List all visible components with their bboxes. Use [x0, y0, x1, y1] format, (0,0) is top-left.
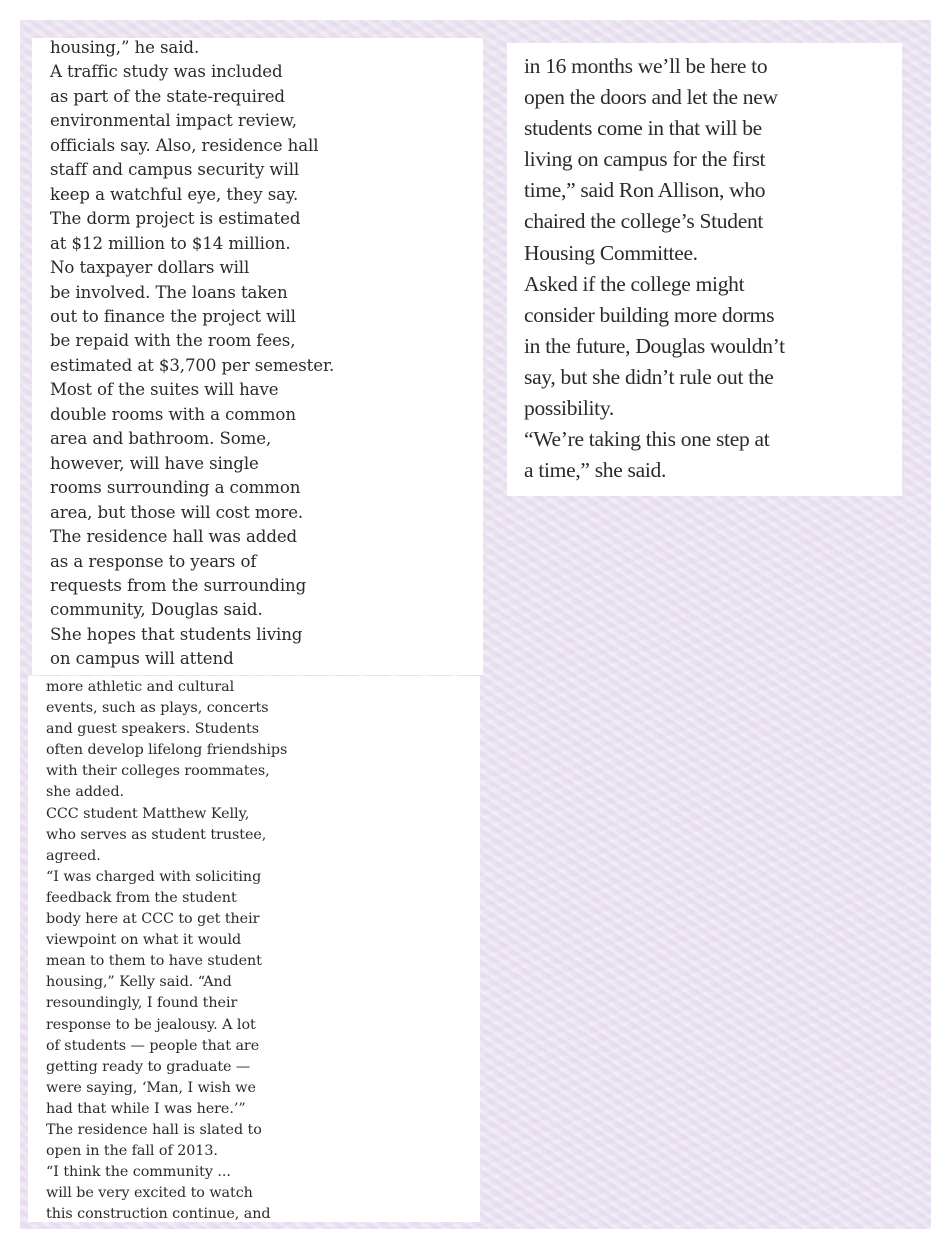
article-column-left-top: [32, 38, 483, 675]
text-line: No taxpayer dollars will: [50, 258, 250, 278]
column-text: [524, 51, 785, 486]
text-line: she added.: [46, 784, 125, 801]
text-line: officials say. Also, residence hall: [50, 135, 319, 155]
text-line: chaired the college’s Student: [524, 209, 764, 234]
text-line: area, but those will cost more.: [50, 502, 304, 522]
text-line: events, such as plays, concerts: [46, 700, 269, 717]
text-line: housing,” Kelly said. “And: [46, 974, 232, 991]
text-line: She hopes that students living: [50, 624, 303, 644]
text-line: were saying, ‘Man, I wish we: [46, 1079, 256, 1096]
text-line: The residence hall is slated to: [46, 1121, 262, 1138]
text-line: students come in that will be: [524, 116, 762, 141]
text-line: rooms surrounding a common: [50, 478, 301, 498]
text-line: agreed.: [46, 847, 101, 864]
text-line: be involved. The loans taken: [50, 282, 288, 302]
text-line: had that while I was here.’”: [46, 1100, 246, 1117]
text-line: environmental impact review,: [50, 111, 297, 131]
text-line: at $12 million to $14 million.: [50, 233, 291, 253]
text-line: as a response to years of: [50, 551, 257, 571]
text-line: community, Douglas said.: [50, 600, 263, 620]
text-line: on campus will attend: [50, 649, 234, 669]
text-line: and guest speakers. Students: [46, 721, 259, 738]
text-line: more athletic and cultural: [46, 679, 235, 695]
text-line: body here at CCC to get their: [46, 911, 260, 928]
text-line: The residence hall was added: [50, 527, 298, 547]
text-line: requests from the surrounding: [50, 575, 307, 595]
text-line: say, but she didn’t rule out the: [524, 364, 774, 389]
text-line: feedback from the student: [46, 889, 237, 906]
text-line: Most of the suites will have: [50, 380, 279, 400]
text-line: will be very excited to watch: [46, 1185, 253, 1202]
text-line: “I was charged with soliciting: [46, 868, 262, 885]
text-line: resoundingly, I found their: [46, 995, 238, 1012]
text-line: estimated at $3,700 per semester.: [50, 355, 335, 375]
text-line: A traffic study was included: [50, 62, 283, 82]
text-line: in 16 months we’ll be here to: [524, 54, 768, 78]
text-line: open the doors and let the new: [524, 85, 778, 110]
text-line: getting ready to graduate —: [46, 1058, 251, 1075]
text-line: this construction continue, and: [46, 1206, 271, 1223]
text-line: as part of the state-required: [50, 86, 285, 106]
text-line: housing,” he said.: [50, 38, 200, 57]
text-line: time,” said Ron Allison, who: [524, 178, 766, 203]
text-line: Housing Committee.: [524, 240, 698, 265]
text-line: “We’re taking this one step at: [524, 427, 770, 452]
text-line: viewpoint on what it would: [46, 932, 242, 949]
text-line: living on campus for the first: [524, 147, 766, 172]
text-line: The dorm project is estimated: [50, 209, 301, 229]
text-line: often develop lifelong friendships: [46, 742, 288, 759]
column-text: [46, 677, 287, 1225]
text-line: a time,” she said.: [524, 458, 667, 483]
text-line: possibility.: [524, 396, 614, 421]
column-text: [50, 36, 334, 672]
text-line: however, will have single: [50, 453, 259, 473]
article-column-left-bottom: [28, 676, 480, 1222]
text-line: who serves as student trustee,: [46, 826, 267, 843]
text-line: be repaid with the room fees,: [50, 331, 296, 351]
text-line: staff and campus security will: [50, 160, 300, 180]
text-line: consider building more dorms: [524, 302, 775, 327]
text-line: “I think the community ...: [46, 1164, 231, 1181]
text-line: area and bathroom. Some,: [50, 429, 272, 449]
text-line: CCC student Matthew Kelly,: [46, 805, 250, 822]
article-column-right: [507, 43, 902, 496]
text-line: open in the fall of 2013.: [46, 1143, 218, 1160]
text-line: out to finance the project will: [50, 306, 296, 326]
text-line: mean to them to have student: [46, 953, 262, 970]
text-line: with their colleges roommates,: [46, 763, 270, 780]
text-line: double rooms with a common: [50, 404, 296, 424]
text-line: response to be jealousy. A lot: [46, 1016, 256, 1033]
text-line: in the future, Douglas wouldn’t: [524, 333, 785, 358]
text-line: Asked if the college might: [524, 271, 745, 296]
text-line: keep a watchful eye, they say.: [50, 184, 299, 204]
text-line: of students — people that are: [46, 1037, 260, 1054]
